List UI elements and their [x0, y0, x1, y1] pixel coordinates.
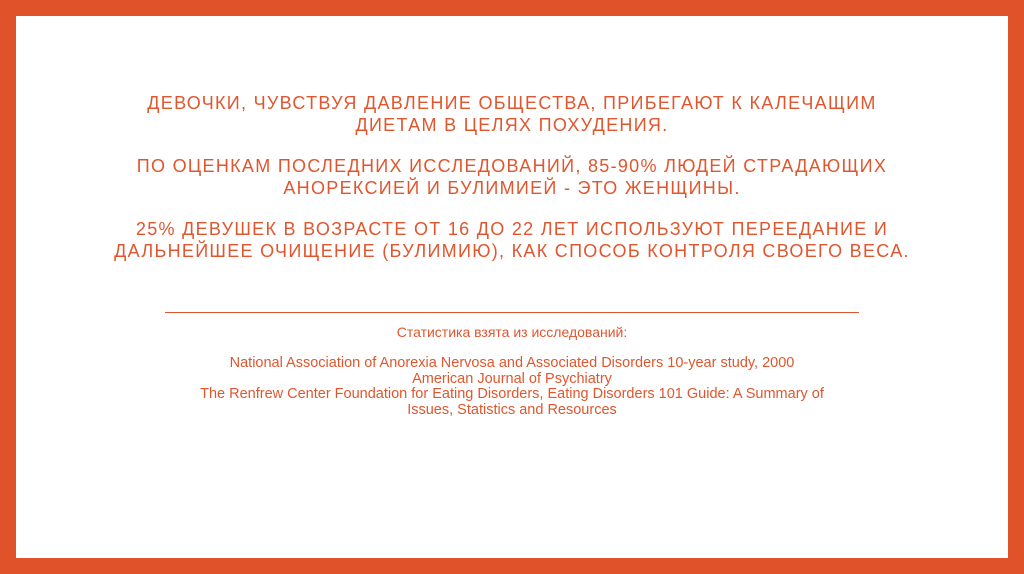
heading-line: ПО ОЦЕНКАМ ПОСЛЕДНИХ ИССЛЕДОВАНИЙ, 85-90% ЛЮДЕЙ СТРАДАЮЩИХ [136, 156, 888, 176]
sources-title: Статистика взята из исследований: [396, 324, 628, 340]
source-line: National Association of Anorexia Nervosa and Associated Disorders 10-year study, 2000 [229, 355, 795, 371]
source-line: Issues, Statistics and Resources [407, 401, 617, 418]
heading-line: 25% ДЕВУШЕК В ВОЗРАСТЕ ОТ 16 ДО 22 ЛЕТ ИСПОЛЬЗУЮТ ПЕРЕЕДАНИЕ И [135, 219, 889, 239]
slide-heading [16, 92, 1008, 281]
divider-line [165, 312, 859, 313]
sources-list [16, 356, 1008, 418]
source-line: The Renfrew Center Foundation for Eating Disorders, Eating Disorders 101 Guide: A Summary of [200, 386, 824, 402]
heading-line: ДИЕТАМ В ЦЕЛЯХ ПОХУДЕНИЯ. [355, 115, 669, 135]
heading-paragraph [16, 218, 1008, 262]
heading-paragraph [16, 92, 1008, 136]
source-line: American Journal of Psychiatry [412, 370, 612, 387]
slide [16, 16, 1008, 558]
heading-paragraph [16, 155, 1008, 199]
heading-line: ДАЛЬНЕЙШЕЕ ОЧИЩЕНИЕ (БУЛИМИЮ), КАК СПОСОБ КОНТРОЛЯ СВОЕГО ВЕСА. [114, 241, 910, 261]
heading-line: АНОРЕКСИЕЙ И БУЛИМИЕЙ - ЭТО ЖЕНЩИНЫ. [283, 178, 741, 198]
heading-line: ДЕВОЧКИ, ЧУВСТВУЯ ДАВЛЕНИЕ ОБЩЕСТВА, ПРИБЕГАЮТ К КАЛЕЧАЩИМ [147, 93, 877, 113]
